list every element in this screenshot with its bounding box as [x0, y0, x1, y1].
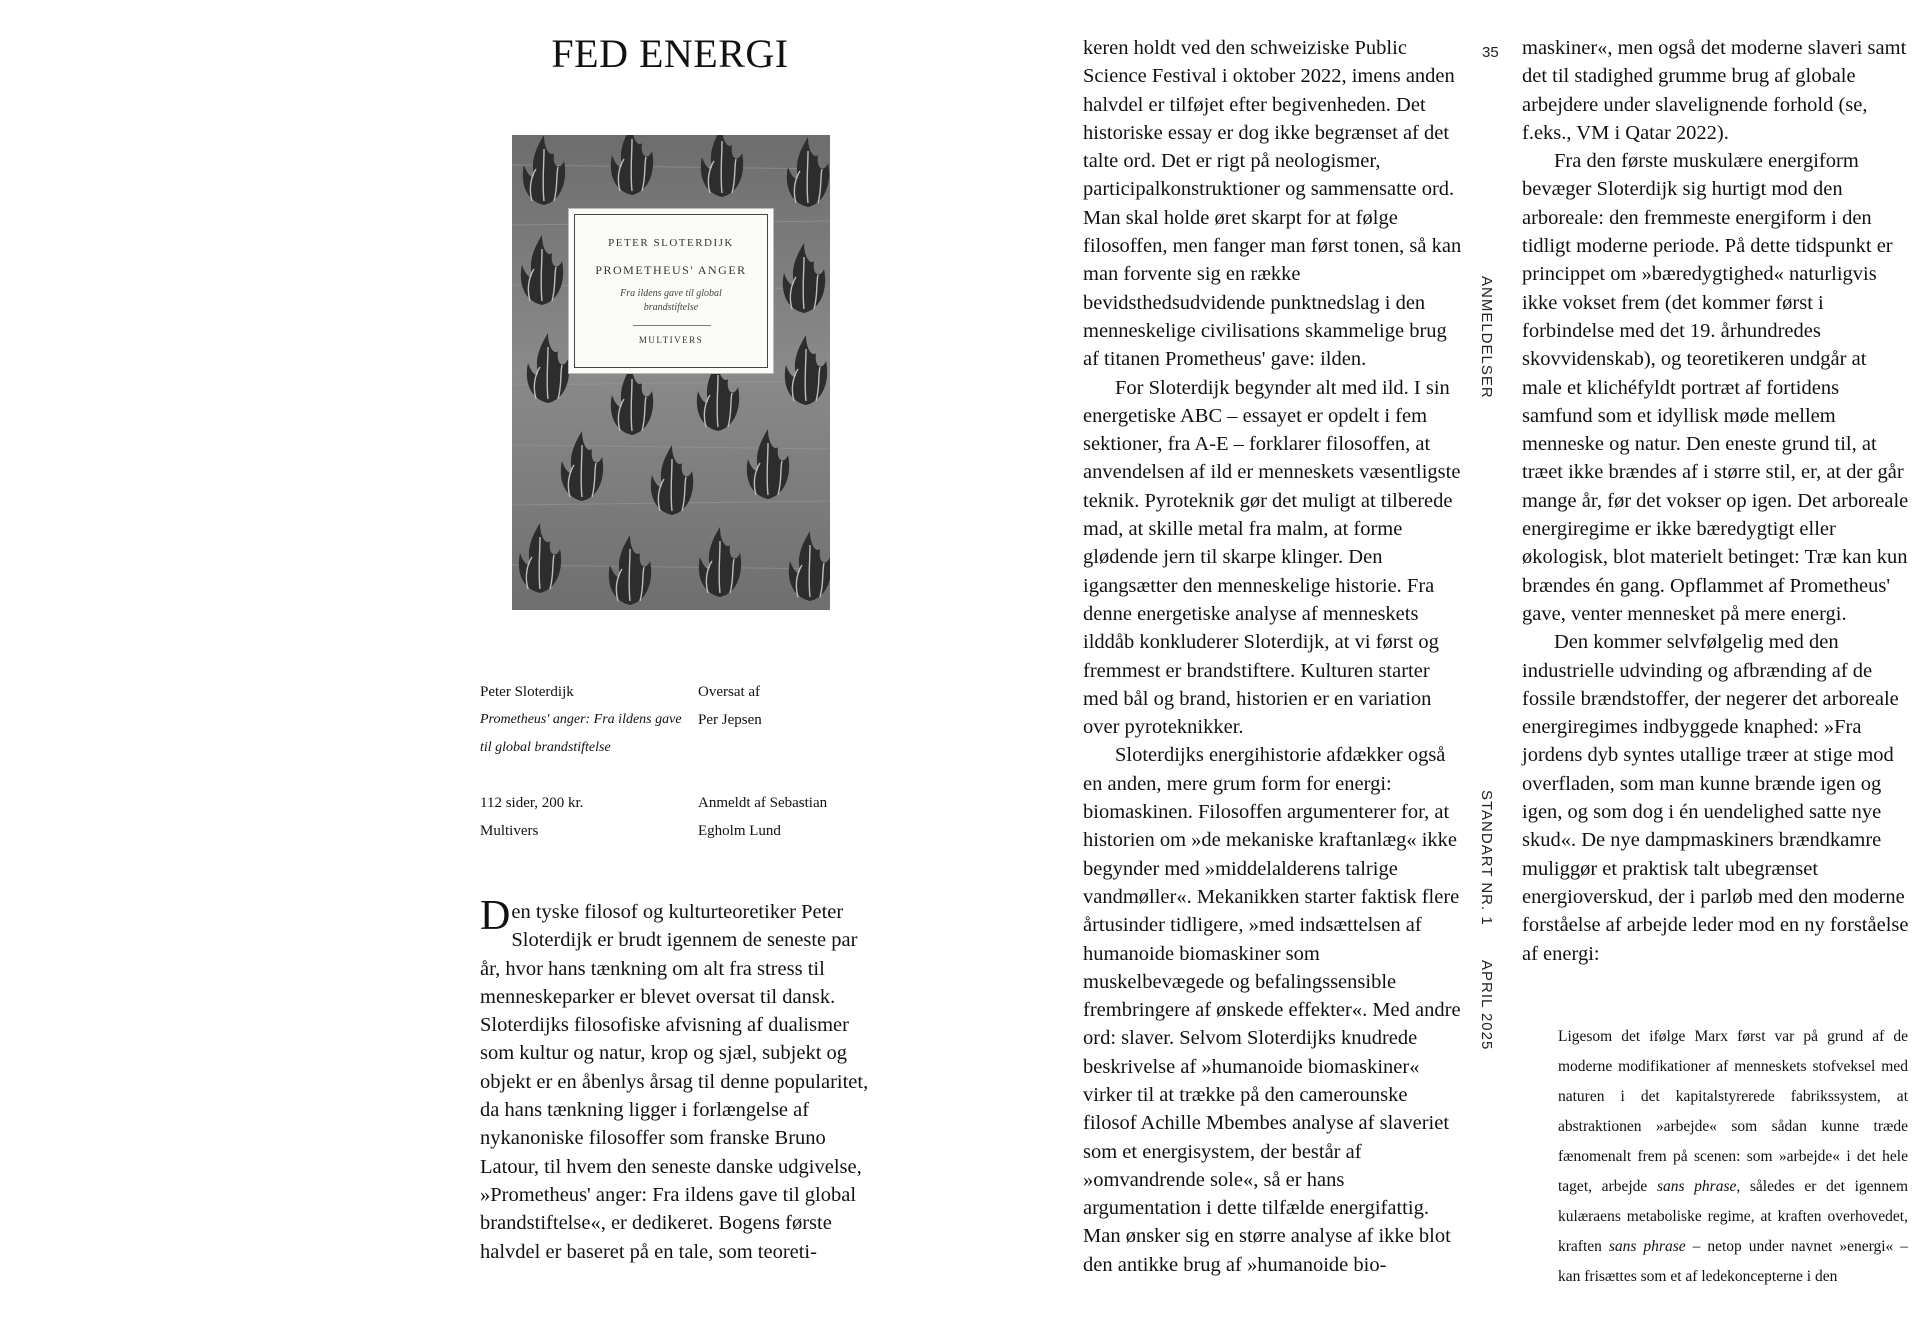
article-title: FED ENERGI	[551, 31, 789, 76]
cover-subtitle: Fra ildens gave til global brandstiftelse	[620, 288, 722, 313]
column-middle	[1083, 34, 1465, 1279]
cover-divider	[633, 325, 711, 326]
intro-paragraph	[480, 893, 872, 1266]
paragraph: For Sloterdijk begynder alt med ild. I sin energetiske ABC – essayet er opdelt i fem sektioner, fra A-E – forklarer filosoffen, at anvendelsen af ild er menneskets væsentligste teknik. Pyroteknik gør det muligt at tilberede mad, at skille metal fra malm, at forme glødende jern til skarpe klinger. Den igangsætter den menneskelige historie. Fra denne energetiske analyse af menneskets ilddåb konkluderer Sloterdijk, at vi først og fremmest er brandstiftere. Kulturen starter med bål og brand, historien er en variation over pyroteknikker.	[1083, 376, 1461, 739]
pages-price: 112 sider, 200 kr.	[480, 795, 584, 811]
book-full-title: Prometheus' anger: Fra ildens gave til global brandstiftelse	[480, 712, 682, 755]
paragraph: keren holdt ved den schweiziske Public Science Festival i oktober 2022, imens anden halvdel er tilføjet efter begivenheden. Det historiske essay er dog ikke begrænset af det talte ord. Det er rigt på neologismer, participalkonstruktioner og sammensatte ord. Man skal holde øret skarpt for at følge filosoffen, men fanger man først tonen, så kan man forvente sig en række bevidsthedsudvidende punktnedslag i den menneskelige civilisations skammelige brug af titanen Prometheus' gave: ilden.	[1083, 37, 1462, 371]
paragraph: Den kommer selvfølgelig med den industrielle udvinding og afbrænding af de fossile brændstoffer, der negerer det arboreale energiregimes indbyggede knaphed: »Fra jordens dyb syntes utallige træer at stige mod overfladen, som man kunne brænde igen og igen, og som dog i én uendelighed satte nye skud«. De nye dampmaskiners brændkamre muliggør et praktisk talt ubegrænset energioverskud, der i parløb med den moderne forståelse af arbejde leder mod en ny forståelse af energi:	[1522, 631, 1909, 965]
translated-label: Oversat af	[698, 684, 761, 700]
quote-emphasis: sans phrase	[1608, 1238, 1686, 1255]
cover-title: PROMETHEUS' ANGER	[595, 263, 747, 277]
drop-cap: D	[480, 893, 511, 939]
paragraph: maskiner«, men også det moderne slaveri samt det til stadighed grumme brug af globale arbejdere under slavelignende forhold (se, f.eks., VM i Qatar 2022).	[1522, 37, 1907, 144]
book-info	[480, 678, 690, 762]
cover-author: PETER SLOTERDIJK	[608, 237, 734, 249]
quote-emphasis: sans phrase	[1656, 1178, 1737, 1195]
intro-text: en tyske filosof og kulturteoretiker Peter Sloterdijk er brudt igennem de seneste par år, hvor hans tænkning om alt fra stress til menneskeparker er blevet oversat til dansk. Sloterdijks filosofiske afvisning af dualismer som kultur og natur, krop og sjæl, subjekt og objekt er en åbenlys årsag til denne popularitet, da hans tænkning ligger i forlængelse af nykanoniske filosoffer som franske Bruno Latour, til hvem den seneste danske udgivelse, »Prometheus' anger: Fra ildens gave til global brandstiftelse«, er dedikeret. Bogens første halvdel er baseret på en tale, som teoreti-	[480, 901, 869, 1263]
page-number: 35	[1482, 44, 1499, 61]
reviewed-by: Anmeldt af Sebastian Egholm Lund	[698, 795, 828, 839]
publisher-name: Multivers	[480, 823, 539, 839]
translator-name: Per Jepsen	[698, 712, 762, 728]
block-quote	[1558, 1022, 1908, 1292]
quote-text: Ligesom det ifølge Marx først var på grund af de moderne modifikationer af menneskets stofveksel med naturen i det kapitalstyrerede fabrikssystem, at abstraktionen »arbejde« som sådan kunne træde fænomenalt frem på scenen: som »arbejde« i det hele taget, arbejde	[1558, 1028, 1908, 1195]
cover-publisher: MULTIVERS	[638, 335, 704, 345]
column-right	[1522, 34, 1910, 968]
translator-info	[698, 678, 878, 734]
section-label: ANMELDELSER	[1478, 276, 1495, 399]
cover-label	[568, 208, 774, 374]
date-label: APRIL 2025	[1478, 960, 1495, 1051]
book-author: Peter Sloterdijk	[480, 684, 574, 700]
paragraph: Fra den første muskulære energiform bevæger Sloterdijk sig hurtigt mod den arboreale: den fremmeste energiform i den tidligt moderne periode. På dette tidspunkt er princippet om »bæredygtighed« naturligvis ikke vokset frem (det kommer først i forbindelse med det 19. århundredes skovvidenskab), og teoretikeren undgår at male et klichéfyldt portræt af fortidens samfund som et idyllisk møde mellem menneske og natur. Den eneste grund til, at træet ikke brændes af i større stil, er, at der går mange år, før det vokser op igen. Det arboreale energiregime er ikke bæredygtigt eller økologisk, blot materielt betinget: Træ kan kun brændes én gang. Opflammet af Prometheus' gave, venter mennesket på mere energi.	[1522, 150, 1909, 625]
quote-text: – netop under navnet »energi« – kan frisættes som et af ledekoncepterne i den	[1558, 1238, 1908, 1285]
quote-text: , således er det igennem kulæraens metaboliske regime, at kraften overhovedet, kraften	[1558, 1178, 1908, 1255]
paragraph: Sloterdijks energihistorie afdækker også en anden, mere grum form for energi: biomaskinen. Filosoffen argumenterer for, at historien om »de mekaniske kraftanlæg« ikke begynder med »middelalderens talrige vandmøller«. Mekanikken starter faktisk flere årtusinder tidligere, »med indsættelsen af humanoide biomaskiner som muskelbevægede og befalingssensible frembringere af ønskede effekter«. Med andre ord: slaver. Selvom Sloterdijks knudrede beskrivelse af »humanoide biomaskiner« virker til at trække på den camerounske filosof Achille Mbembes analyse af slaveriet som et energisystem, der består af »omvandrende sole«, så er hans argumentation i dette tilfælde energifattig. Man ønsker sig en større analyse af ikke blot den antikke brug af »humanoide bio-	[1083, 744, 1461, 1276]
issue-label: STANDART NR. 1	[1478, 790, 1495, 926]
book-details	[480, 789, 690, 845]
book-cover	[512, 135, 830, 610]
reviewer-info	[698, 789, 878, 845]
